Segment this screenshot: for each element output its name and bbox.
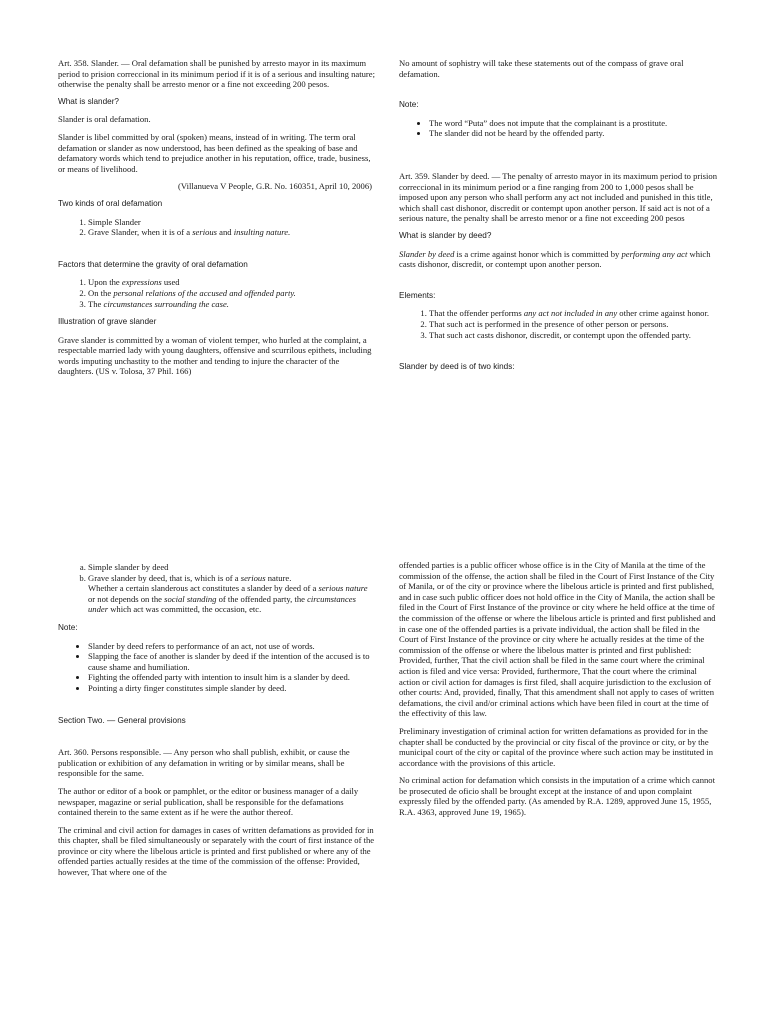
section-two-heading: Section Two. — General provisions <box>58 715 186 725</box>
slander-answer: Slander is oral defamation. <box>58 114 151 125</box>
slander-definition-paragraph: Slander is libel committed by oral (spoken) means, instead of in writing. The term oral defamation or slander as now understood, has been defined as the speaking of base and defamatory words which tend to prejudice another in his reputation, office, trade, business, or means of livelihood. <box>58 131 371 174</box>
page-one-right-column <box>399 58 717 380</box>
list-item <box>88 277 376 288</box>
grave-deed-text: Grave slander by deed, that is, which is of a <box>88 572 241 583</box>
list-item: a. Simple slander by deed <box>88 562 376 573</box>
kind-simple-slander: Simple Slander <box>88 216 141 227</box>
list-item <box>88 288 376 299</box>
spacer <box>399 348 717 362</box>
italic-personal-relations: personal relations of the accused and offended party. <box>113 287 296 298</box>
list-item: 2. That such act is performed in the presence of other person or persons. <box>429 319 717 330</box>
list-item <box>88 227 376 238</box>
grave-deed-nature: nature. <box>265 572 292 583</box>
two-kinds-of-deed-heading: Slander by deed is of two kinds: <box>399 362 515 372</box>
list-item: • Slapping the face of another is slander by deed if the intention of the accused is to cause shame and humiliation. <box>88 651 376 672</box>
deed-definition-end: which casts dishonor, discredit, or contempt upon another person. <box>399 248 711 270</box>
what-is-slander-by-deed-heading: What is slander by deed? <box>399 230 492 240</box>
criminal-civil-action-paragraph: The criminal and civil action for damages in cases of written defamations as provided for in this chapter, shall be filed simultaneously or separately with the court of first instance of the province or city where the libelous article is printed and first published or where any of the offended parties actually resides at the time of the commission of the offense: Provided, however, That where one of the <box>58 824 375 878</box>
italic-expressions: expressions <box>121 277 162 288</box>
italic-serious: serious <box>192 227 218 238</box>
factors-heading: Factors that determine the gravity of oral defamation <box>58 259 248 269</box>
factors-list <box>58 277 376 309</box>
sophistry-paragraph: No amount of sophistry will take these statements out of the compass of grave oral defamation. <box>399 58 684 79</box>
spacer <box>399 86 717 100</box>
spacer <box>58 733 376 747</box>
page-two-right-column <box>399 560 717 825</box>
italic-any-act: any act not included in any <box>523 308 618 319</box>
element-one-text: That the offender performs <box>429 308 524 319</box>
kind-grave-slander-and: and <box>217 227 234 238</box>
factor-two-text: On the <box>88 287 114 298</box>
page-two <box>0 512 768 1024</box>
no-criminal-action-paragraph: No criminal action for defamation which consists in the imputation of a crime which cannot be prosecuted de oficio shall be brought except at the instance of and upon complaint expressly filed by the offended party. (As amended by R.A. 1289, approved June 15, 1955, R.A. 4363, approved June 19, 1965). <box>399 775 715 818</box>
list-item <box>88 573 376 615</box>
list-item: 3. That such act casts dishonor, discredit, or contempt upon the offended party. <box>429 330 717 341</box>
list-item: • The word “Puta” does not impute that the complainant is a prostitute. <box>429 118 717 129</box>
list-item: • Pointing a dirty finger constitutes simple slander by deed. <box>88 683 376 694</box>
article-360-paragraph: Art. 360. Persons responsible. — Any person who shall publish, exhibit, or cause the publication or exhibition of any defamation in writing or by similar means, shall be responsible for the same. <box>58 747 350 779</box>
page-two-left-column <box>58 562 376 885</box>
italic-circumstances-under: circumstances under <box>88 593 356 615</box>
note-list <box>399 118 717 139</box>
grave-deed-end: which act was committed, the occasion, etc. <box>108 604 262 615</box>
deed-note-list <box>58 641 376 694</box>
italic-slander-by-deed: Slander by deed <box>399 248 455 259</box>
italic-social-standing: social standing <box>164 593 217 604</box>
what-is-slander-heading: What is slander? <box>58 96 119 106</box>
element-one-end: other crime against honor. <box>617 308 710 319</box>
italic-serious-nature: serious nature <box>318 583 368 594</box>
italic-circumstances: circumstances surrounding the case. <box>103 298 229 309</box>
note-heading: Note: <box>58 622 78 632</box>
grave-deed-continuation: Whether a certain slanderous act constitutes a slander by deed of a <box>88 583 319 594</box>
list-item: • Slander by deed refers to performance of an act, not use of words. <box>88 641 376 652</box>
page-one-left-column <box>58 58 376 384</box>
elements-list <box>399 308 717 340</box>
two-kinds-heading: Two kinds of oral defamation <box>58 198 163 208</box>
list-item <box>429 308 717 319</box>
factor-three-text: The <box>88 298 104 309</box>
villanueva-citation: (Villanueva V People, G.R. No. 160351, April 10, 2006) <box>178 181 372 192</box>
factor-one-used: used <box>161 277 180 288</box>
elements-heading: Elements: <box>399 290 436 300</box>
factor-one-text: Upon the <box>88 277 122 288</box>
note-heading: Note: <box>399 100 419 110</box>
deed-definition-text: is a crime against honor which is committed by <box>454 248 622 259</box>
list-item <box>88 217 376 228</box>
list-item <box>88 299 376 310</box>
spacer <box>58 246 376 260</box>
list-item: • The slander did not be heard by the offended party. <box>429 128 717 139</box>
illustration-heading: Illustration of grave slander <box>58 317 157 327</box>
italic-performing-any-act: performing any act <box>621 248 688 259</box>
spacer <box>399 277 717 291</box>
deed-kinds-list <box>58 562 376 615</box>
spacer <box>58 702 376 716</box>
oral-defamation-kinds-list <box>58 217 376 238</box>
author-editor-paragraph: The author or editor of a book or pamphlet, or the editor or business manager of a daily newspaper, magazine or serial publication, shall be responsible for the defamations contained therein to the same extent as if he were the author thereof. <box>58 785 359 818</box>
grave-deed-offended: of the offended party, the <box>216 593 308 604</box>
preliminary-investigation-paragraph: Preliminary investigation of criminal action for written defamations as provided for in the chapter shall be conducted by the provincial or city fiscal of the province or city, or by the municipal court of the city or capital of the province where such action may be instituted in accordance with the provisions of this article. <box>399 725 714 768</box>
italic-serious: serious <box>240 572 266 583</box>
spacer <box>399 147 717 171</box>
offended-parties-paragraph: offended parties is a public officer whose office is in the City of Manila at the time of the commission of the offense, the action shall be filed in the Court of First Instance of the City of Manila, or of the city or province where the libelous article is printed and first published, and in case such public officer does not hold office in the City of Manila, the action shall be filed in the Court of First Instance of the province or city where he held office at the time of the commission of the offense or where the libelous article is printed and first published and in case one of the offended parties is a private individual, the action shall be filed in the Court of First Instance of the province or city where he actually resides at the time of the commission of the offense or where the libelous matter is printed and first published: Provided, further, That the civil action shall be filed in the same court where the criminal action is filed and vice versa: Provided, furthermore, That the court where the criminal action or civil action for damages is first filed, shall acquire jurisdiction to the exclusion of other courts: And, provided, finally, That this amendment shall not apply to cases of written defamations, the civil and/or criminal actions which have been filed in court at the time of the effectivity of this law. <box>399 560 716 719</box>
kind-grave-slander-text: Grave Slander, when it is of a <box>88 227 193 238</box>
illustration-paragraph: Grave slander is committed by a woman of violent temper, who hurled at the complaint, a respectable married lady with young daughters, offensive and scurrilous epithets, including words imputing unchastity to the mother and tending to injure the character of the daughters. (US v. Tolosa, 37 Phil. 166) <box>58 334 372 377</box>
italic-insulting-nature: insulting nature. <box>233 227 291 238</box>
slander-by-deed-definition <box>399 249 717 270</box>
list-item: • Fighting the offended party with intention to insult him is a slander by deed. <box>88 672 376 683</box>
grave-deed-depends: or not depends on the <box>88 593 165 604</box>
article-358-paragraph: Art. 358. Slander. — Oral defamation shall be punished by arresto mayor in its maximum period to prision correccional in its minimum period if it is of a serious and insulting nature; otherwise the penalty shall be arresto menor or a fine not exceeding 200 pesos. <box>58 58 375 90</box>
article-359-paragraph: Art. 359. Slander by deed. — The penalty of arresto mayor in its maximum period to prision correccional in its minimum period or a fine ranging from 200 to 1,000 pesos shall be imposed upon any person who shall perform any act not included and punished in this title, which shall cast dishonor, discredit or contempt upon another person. If said act is not of a serious nature, the penalty shall be arresto menor or a fine not exceeding 200 pesos <box>399 170 717 224</box>
